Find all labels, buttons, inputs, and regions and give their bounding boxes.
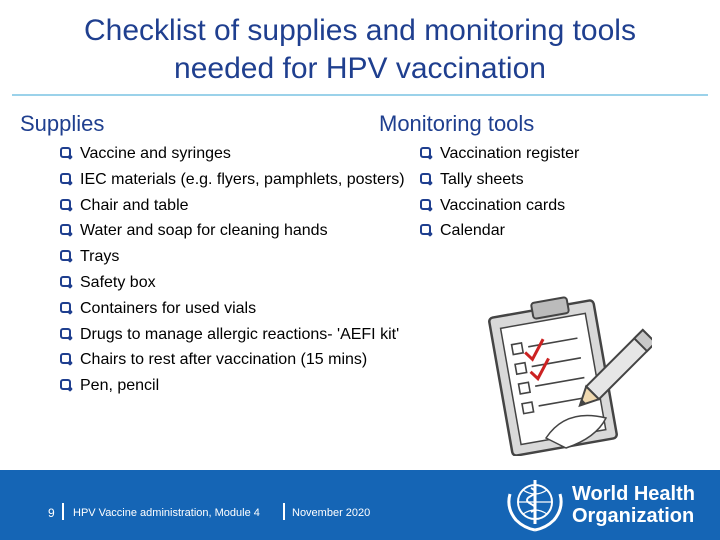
checkbox-bullet-icon — [420, 173, 431, 184]
list-item — [56, 347, 426, 373]
list-item — [56, 167, 426, 193]
footer-date: November 2020 — [292, 507, 371, 519]
checkbox-bullet-icon — [60, 379, 71, 390]
list-item — [56, 270, 426, 296]
page-number: 9 — [48, 506, 55, 520]
supply-item-label: Pen, pencil — [80, 377, 160, 395]
who-logo-line-2: Organization — [572, 505, 695, 527]
slide-title-line-1: Checklist of supplies and monitoring tools — [84, 14, 636, 47]
title-divider — [12, 94, 708, 96]
list-item — [56, 141, 426, 167]
supply-item-label: Safety box — [80, 273, 156, 291]
checkbox-bullet-icon — [60, 353, 71, 364]
list-item — [56, 373, 426, 399]
list-item — [56, 244, 426, 270]
monitoring-heading: Monitoring tools — [379, 111, 535, 136]
supplies-heading: Supplies — [20, 111, 105, 136]
monitoring-list — [416, 141, 656, 244]
checkbox-bullet-icon — [60, 173, 71, 184]
clipboard-checklist-illustration — [486, 288, 652, 456]
who-logo-text — [572, 483, 695, 527]
list-item — [416, 193, 656, 219]
monitoring-item-label: Vaccination cards — [440, 196, 566, 214]
checkbox-bullet-icon — [60, 147, 71, 158]
checkbox-bullet-icon — [60, 199, 71, 210]
slide-title — [0, 12, 720, 88]
supply-item-label: Containers for used vials — [80, 299, 257, 317]
supplies-list — [56, 141, 426, 399]
checkbox-bullet-icon — [60, 302, 71, 313]
list-item — [56, 296, 426, 322]
checkbox-bullet-icon — [60, 250, 71, 261]
list-item — [56, 322, 426, 348]
footer-module: HPV Vaccine administration, Module 4 — [73, 507, 260, 519]
checkbox-bullet-icon — [60, 276, 71, 287]
checkbox-bullet-icon — [420, 199, 431, 210]
checkbox-bullet-icon — [60, 328, 71, 339]
monitoring-item-label: Tally sheets — [440, 170, 524, 188]
checkbox-bullet-icon — [60, 224, 71, 235]
supply-item-label: Trays — [80, 248, 120, 266]
who-logo-line-1: World Health — [572, 483, 695, 505]
list-item — [416, 218, 656, 244]
list-item — [56, 218, 426, 244]
list-item — [56, 193, 426, 219]
supply-item-label: Vaccine and syringes — [80, 145, 231, 162]
footer-separator — [62, 503, 64, 520]
monitoring-item-label: Calendar — [440, 222, 505, 240]
who-emblem-icon — [504, 474, 566, 534]
supply-item-label: Chairs to rest after vaccination (15 mins) — [80, 351, 368, 369]
slide-title-line-2: needed for HPV vaccination — [174, 52, 546, 85]
checkbox-bullet-icon — [420, 224, 431, 235]
supply-item-label: Water and soap for cleaning hands — [80, 222, 328, 240]
checkbox-bullet-icon — [420, 147, 431, 158]
supply-item-label: IEC materials (e.g. flyers, pamphlets, posters) — [80, 170, 405, 188]
supply-item-label: Drugs to manage allergic reactions- 'AEFI kit' — [80, 325, 400, 343]
footer-separator — [283, 503, 285, 520]
list-item — [416, 167, 656, 193]
monitoring-item-label: Vaccination register — [440, 145, 580, 162]
list-item — [416, 141, 656, 167]
supply-item-label: Chair and table — [80, 196, 189, 214]
